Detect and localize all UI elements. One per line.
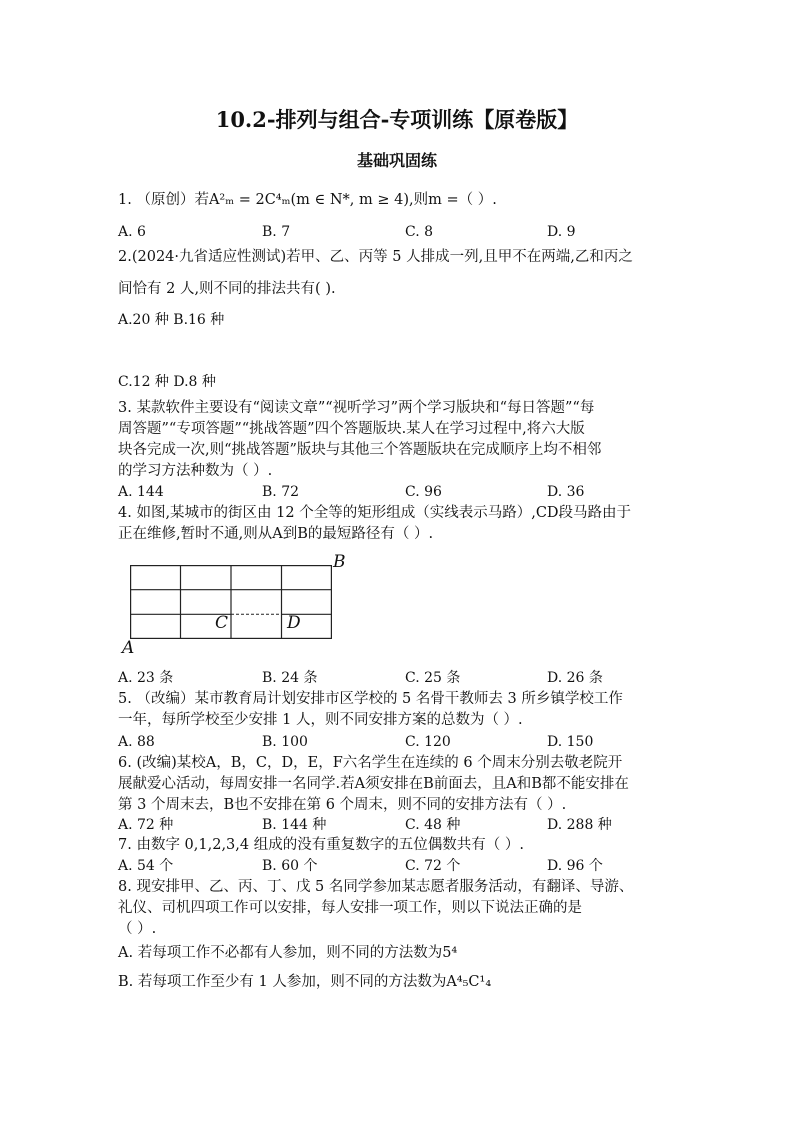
question-4-stem-line-1: 4. 如图,某城市的街区由 12 个全等的矩形组成（实线表示马路）,CD段马路由于: [118, 505, 632, 521]
question-4-option-c: C. 25 条: [405, 670, 461, 686]
question-5-option-a: A. 88: [118, 734, 155, 750]
question-8-option-a: A. 若每项工作不必都有人参加，则不同的方法数为5⁴: [118, 945, 458, 961]
question-7-stem: 7. 由数字 0,1,2,3,4 组成的没有重复数字的五位偶数共有（ ）.: [118, 837, 524, 853]
question-3-stem-line-2: 周答题”“专项答题”“挑战答题”四个答题版块.某人在学习过程中,将六大版: [118, 421, 585, 437]
question-3-option-b: B. 72: [262, 484, 300, 500]
question-6-stem-line-1: 6. (改编)某校A，B，C，D，E，F六名学生在连续的 6 个周末分别去敬老院开: [118, 755, 623, 771]
question-1-option-c: C. 8: [405, 224, 434, 240]
question-3-option-d: D. 36: [547, 484, 585, 500]
question-7-option-a: A. 54 个: [118, 858, 174, 874]
question-2-stem-line-2: 间恰有 2 人,则不同的排法共有( ).: [118, 281, 336, 297]
section-subtitle: 基础巩固练: [356, 151, 437, 170]
question-1-option-b: B. 7: [262, 224, 291, 240]
question-3-option-a: A. 144: [118, 484, 164, 500]
street-grid-figure: [130, 565, 332, 639]
question-8-stem-line-2: 礼仪、司机四项工作可以安排，每人安排一项工作，则以下说法正确的是: [118, 900, 582, 916]
question-7-option-c: C. 72 个: [405, 858, 461, 874]
question-2-stem-line-1: 2.(2024·九省适应性测试)若甲、乙、丙等 5 人排成一列,且甲不在两端,乙和丙之: [118, 249, 633, 265]
question-7-option-b: B. 60 个: [262, 858, 318, 874]
question-4-stem-line-2: 正在维修,暂时不通,则从A到B的最短路径有（ ）.: [118, 526, 434, 542]
question-5-option-b: B. 100: [262, 734, 308, 750]
question-3-stem-line-4: 的学习方法种数为（ ）.: [118, 463, 273, 479]
question-6-stem-line-2: 展献爱心活动，每周安排一名同学.若A须安排在B前面去，且A和B都不能安排在: [118, 776, 629, 792]
question-4-option-a: A. 23 条: [118, 670, 174, 686]
question-3-stem-line-3: 块各完成一次,则“挑战答题”版块与其他三个答题版块在完成顺序上均不相邻: [118, 442, 602, 458]
question-2-options-line-2: C.12 种 D.8 种: [118, 374, 216, 390]
question-4-option-d: D. 26 条: [547, 670, 603, 686]
question-5-stem-line-2: 一年，每所学校至少安排 1 人，则不同安排方案的总数为（ ）.: [118, 712, 523, 728]
page-title: 10.2-排列与组合-专项训练【原卷版】: [215, 107, 579, 132]
question-6-option-d: D. 288 种: [547, 817, 612, 833]
figure-label-c: C: [215, 613, 229, 633]
question-3-option-c: C. 96: [405, 484, 442, 500]
question-8-stem-line-3: （ ）.: [118, 921, 157, 937]
question-8-stem-line-1: 8. 现安排甲、乙、丙、丁、戊 5 名同学参加某志愿者服务活动，有翻译、导游、: [118, 879, 634, 895]
question-1-option-a: A. 6: [118, 224, 146, 240]
question-2-options-line-1: A.20 种 B.16 种: [118, 312, 225, 328]
question-8-option-b: B. 若每项工作至少有 1 人参加，则不同的方法数为A⁴₅C¹₄: [118, 974, 492, 990]
figure-label-b: B: [333, 552, 346, 572]
question-1-stem: 1. （原创）若A²ₘ = 2C⁴ₘ(m ∈ N*, m ≥ 4),则m =（ ）.: [118, 192, 497, 208]
question-5-option-d: D. 150: [547, 734, 594, 750]
question-3-stem-line-1: 3. 某款软件主要设有“阅读文章”“视听学习”两个学习版块和“每日答题”“每: [118, 400, 595, 416]
question-6-option-a: A. 72 种: [118, 817, 174, 833]
figure-label-a: A: [122, 638, 135, 658]
question-6-option-b: B. 144 种: [262, 817, 327, 833]
question-5-stem-line-1: 5. （改编）某市教育局计划安排市区学校的 5 名骨干教师去 3 所乡镇学校工作: [118, 691, 623, 707]
question-4-option-b: B. 24 条: [262, 670, 318, 686]
figure-label-d: D: [287, 613, 301, 633]
question-6-stem-line-3: 第 3 个周末去，B也不安排在第 6 个周末，则不同的安排方法有（ ）.: [118, 797, 567, 813]
question-7-option-d: D. 96 个: [547, 858, 603, 874]
question-6-option-c: C. 48 种: [405, 817, 461, 833]
question-1-option-d: D. 9: [547, 224, 576, 240]
question-5-option-c: C. 120: [405, 734, 451, 750]
